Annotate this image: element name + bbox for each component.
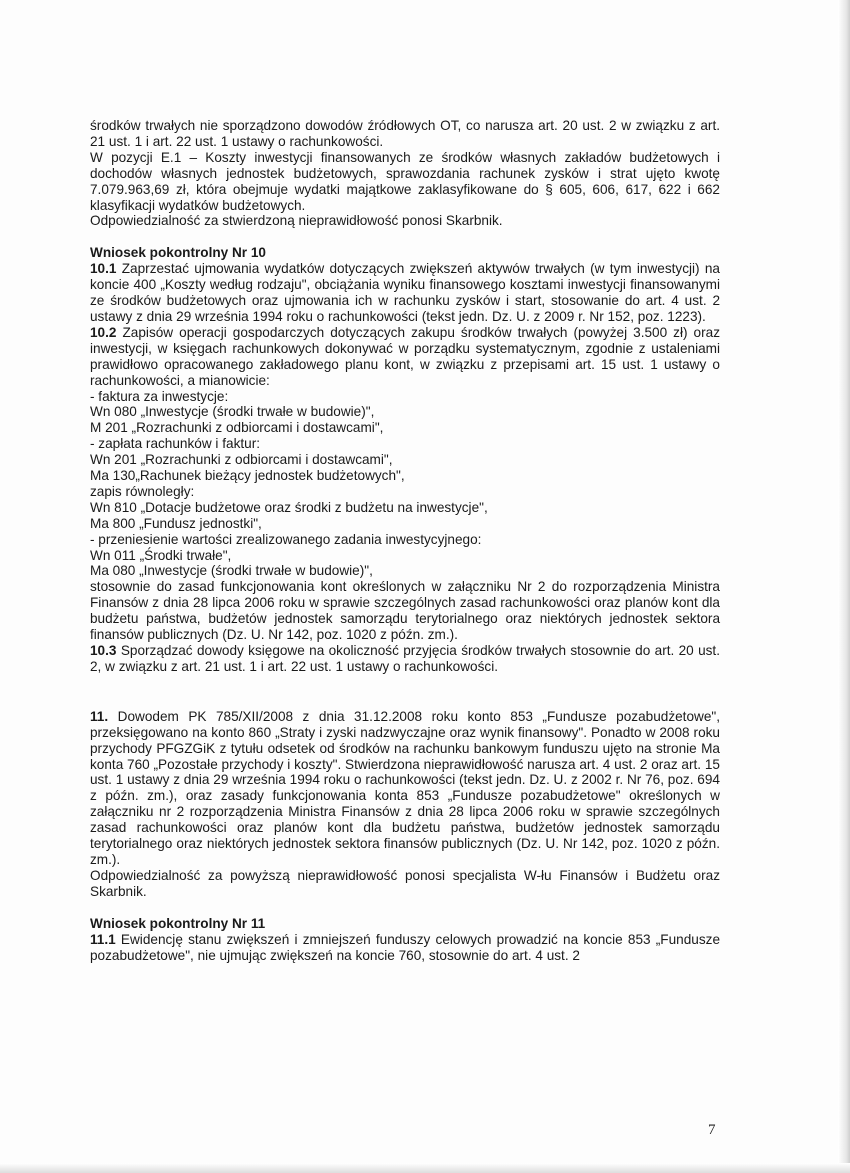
entry-line: Wn 011 „Środki trwałe", bbox=[90, 547, 232, 563]
entry-line: Wn 201 „Rozrachunki z odbiorcami i dostawcami", bbox=[90, 452, 393, 468]
item-11-1 bbox=[90, 932, 720, 964]
item-10-1 bbox=[90, 261, 720, 325]
accounting-entries-list bbox=[90, 389, 720, 580]
entry-line: - faktura za inwestycje: bbox=[90, 388, 229, 404]
item-10-2 bbox=[90, 325, 720, 389]
item-number-10-1: 10.1 bbox=[90, 261, 117, 277]
entry-line: zapis równoległy: bbox=[90, 483, 195, 499]
paragraph-responsibility-specialist: Odpowiedzialność za powyższą nieprawidłowość ponosi specjalista W-łu Finansów i Budżetu oraz Skarbnik. bbox=[90, 867, 720, 899]
page-right-edge-shadow bbox=[838, 0, 850, 1173]
section-text-11: Dowodem PK 785/XII/2008 z dnia 31.12.2008 roku konto 853 „Fundusze pozabudżetowe", przeksięgowano na konto 860 „Straty i zyski nadzwyczajne oraz wynik finansowy". Ponadto w 2008 roku przychody PFGZGiK z tytułu odsetek od środków na rachunku bankowym funduszu ujęto na stronie Ma konta 760 „Pozostałe przychody i koszty". Stwierdzona nieprawidłowość narusza art. 4 ust. 2 oraz art. 15 ust. 1 ustawy z dnia 29 września 1994 roku o rachunkowości (tekst jedn. Dz. U. z 2002 r. Nr 76, poz. 694 z późn. zm.), oraz zasady funkcjonowania konta 853 „Fundusze pozabudżetowe" określonych w załączniku nr 2 rozporządzenia Ministra Finansów z dnia 28 lipca 2006 roku w sprawie szczególnych zasad rachunkowości oraz planów kont dla budżetu państwa, budżetów jednostek samorządu terytorialnego oraz niektórych jednostek sektora finansów publicznych (Dz. U. Nr 142, poz. 1020 z późn. zm.). bbox=[90, 708, 720, 867]
entry-line: Wn 810 „Dotacje budżetowe oraz środki z budżetu na inwestycje", bbox=[90, 499, 488, 515]
paragraph-responsibility-treasurer: Odpowiedzialność za stwierdzoną nieprawidłowość ponosi Skarbnik. bbox=[90, 213, 503, 229]
heading-wniosek-11: Wniosek pokontrolny Nr 11 bbox=[90, 915, 266, 931]
page-bottom-edge-shadow bbox=[0, 1163, 850, 1173]
entry-line: Ma 800 „Fundusz jednostki", bbox=[90, 515, 262, 531]
item-text-10-2: Zapisów operacji gospodarczych dotyczących zakupu środków trwałych (powyżej 3.500 zł) oraz inwestycji, w księgach rachunkowych dokonywać w porządku systematycznym, zgodnie z ustaleniami prawidłowo opracowanego zakładowego planu kont, w związku z przepisami art. 15 ust. 1 ustawy o rachunkowości, a mianowicie: bbox=[90, 324, 720, 388]
item-10-3 bbox=[90, 643, 720, 675]
item-text-10-3: Sporządzać dowody księgowe na okoliczność przyjęcia środków trwałych stosownie do art. 20 ust. 2, w związku z art. 21 ust. 1 i art. 22 ust. 1 ustawy o rachunkowości. bbox=[90, 643, 720, 674]
paragraph-fixed-assets: środków trwałych nie sporządzono dowodów źródłowych OT, co narusza art. 20 ust. 2 w związku z art. 21 ust. 1 i art. 22 ust. 1 ustawy o rachunkowości. bbox=[90, 118, 720, 149]
section-number-11: 11. bbox=[90, 708, 109, 724]
item-text-11-1: Ewidencję stanu zwiększeń i zmniejszeń funduszy celowych prowadzić na koncie 853 „Fundusze pozabudżetowe", nie ujmując zwiększeń na koncie 760, stosownie do art. 4 ust. 2 bbox=[90, 931, 720, 963]
paragraph-position-e1: W pozycji E.1 – Koszty inwestycji finansowanych ze środków własnych zakładów budżetowych i dochodów własnych jednostek budżetowych, sprawozdania rachunek zysków i strat ujęto kwotę 7.079.963,69 zł, która obejmuje wydatki majątkowe zaklasyfikowane do § 605, 606, 617, 622 i 662 klasyfikacji wydatków budżetowych. bbox=[90, 149, 720, 213]
item-number-11-1: 11.1 bbox=[90, 931, 116, 947]
entry-line: - zapłata rachunków i faktur: bbox=[90, 436, 261, 452]
entry-line: M 201 „Rozrachunki z odbiorcami i dostawcami", bbox=[90, 420, 384, 436]
item-number-10-2: 10.2 bbox=[90, 324, 117, 340]
page-number: 7 bbox=[708, 1122, 716, 1138]
heading-wniosek-10: Wniosek pokontrolny Nr 10 bbox=[90, 245, 266, 261]
item-10-2-basis: stosownie do zasad funkcjonowania kont określonych w załączniku Nr 2 do rozporządzenia Ministra Finansów z dnia 28 lipca 2006 roku w sprawie szczególnych zasad rachunkowości oraz planów kont dla budżetu państwa, budżetów jednostek samorządu terytorialnego oraz niektórych jednostek sektora finansów publicznych (Dz. U. Nr 142, poz. 1020 z późn. zm.). bbox=[90, 579, 720, 643]
item-number-10-3: 10.3 bbox=[90, 643, 117, 658]
document-body bbox=[90, 118, 720, 963]
entry-line: Ma 130„Rachunek bieżący jednostek budżetowych", bbox=[90, 468, 405, 484]
item-text-10-1: Zaprzestać ujmowania wydatków dotyczących zwiększeń aktywów trwałych (w tym inwestycji) na koncie 400 „Koszty według rodzaju", obciążania wyniku finansowego kosztami inwestycji finansowanymi ze środków budżetowych oraz ujmowania ich w rachunku zysków i start, stosowanie do art. 4 ust. 2 ustawy z dnia 29 września 1994 roku o rachunkowości (tekst jedn. Dz. U. z 2009 r. Nr 152, poz. 1223). bbox=[90, 261, 720, 324]
entry-line: - przeniesienie wartości zrealizowanego zadania inwestycyjnego: bbox=[90, 531, 482, 547]
entry-line: Wn 080 „Inwestycje (środki trwałe w budowie)", bbox=[90, 404, 375, 420]
entry-line: Ma 080 „Inwestycje (środki trwałe w budowie)", bbox=[90, 563, 373, 579]
section-11 bbox=[90, 709, 720, 868]
